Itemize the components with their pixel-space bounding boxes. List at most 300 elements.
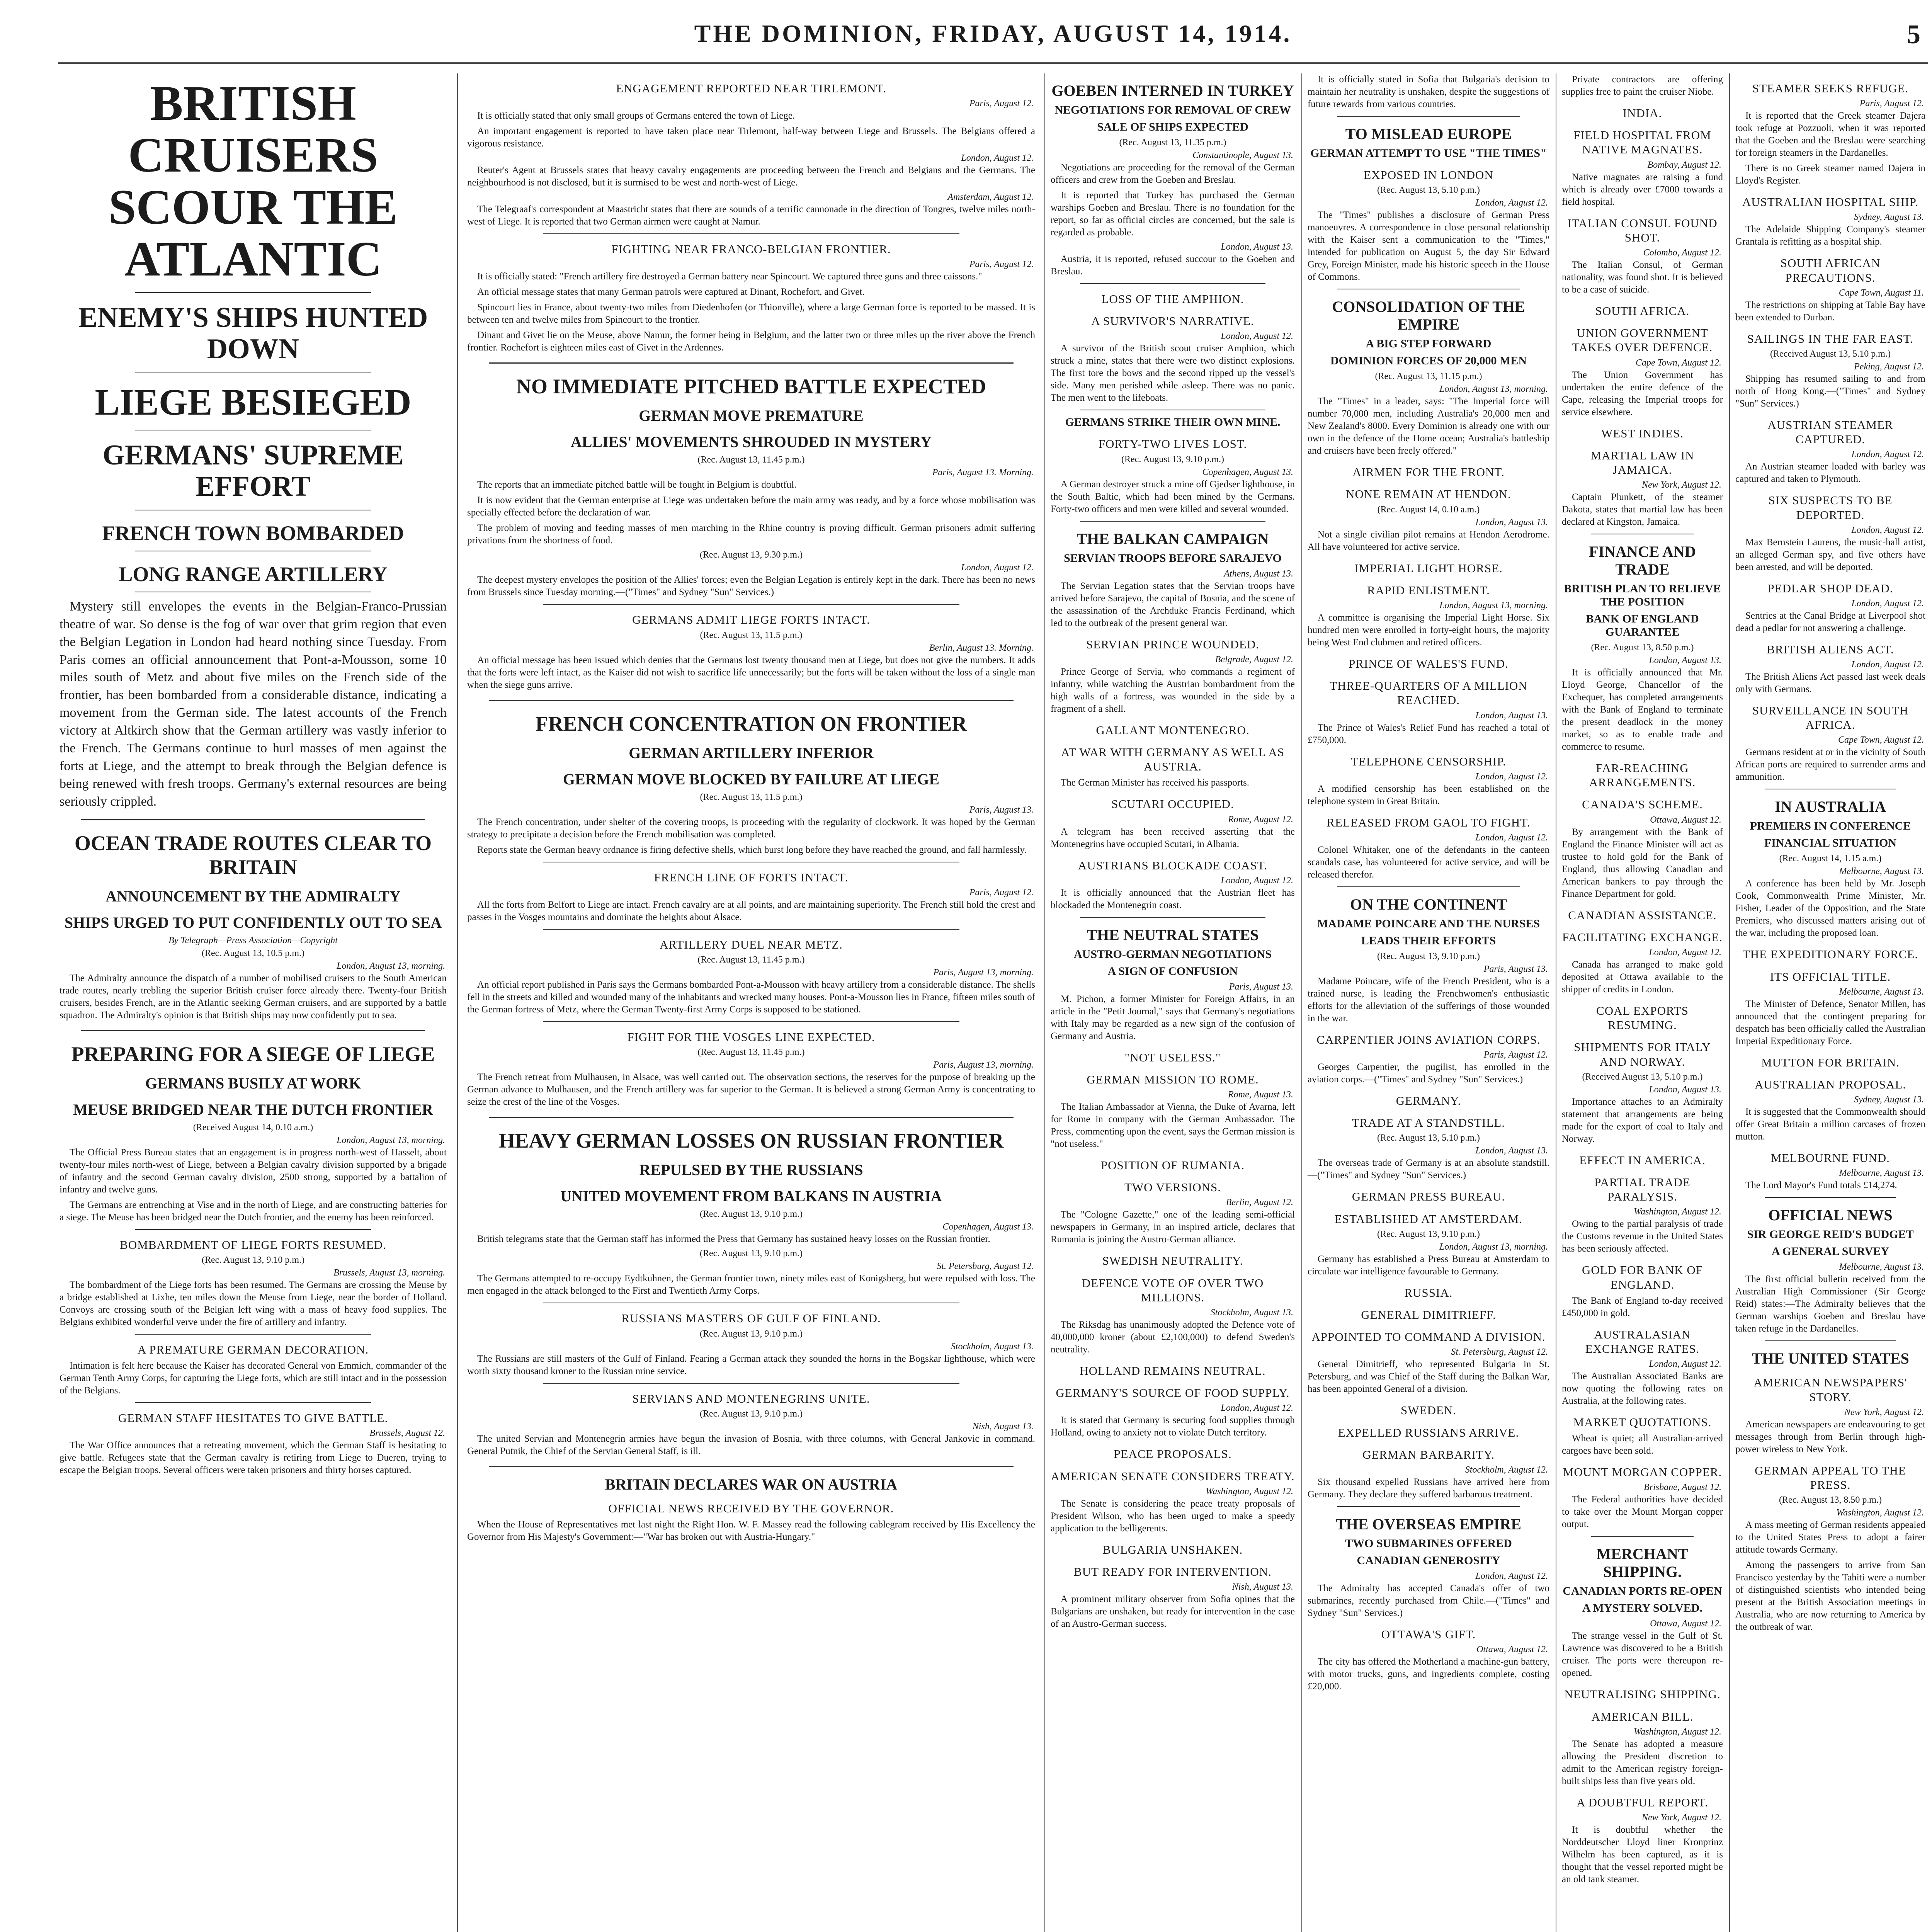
article-paragraph: Six thousand expelled Russians have arrived here from Germany. They declare they suffered barbarous treatment. bbox=[1308, 1476, 1549, 1500]
article-paragraph: The Federal authorities have decided to take over the Mount Morgan copper output. bbox=[1562, 1494, 1723, 1530]
article-paragraph: There is no Greek steamer named Dajera in Lloyd's Register. bbox=[1735, 163, 1925, 186]
dateline: London, August 12. bbox=[1851, 598, 1924, 609]
article-heading: BRITISH ALIENS ACT. bbox=[1767, 642, 1894, 656]
column-rule bbox=[1729, 73, 1730, 1932]
column-rule bbox=[457, 73, 458, 1932]
article-subheadline: FINANCIAL SITUATION bbox=[1764, 837, 1896, 850]
article-headline: CONSOLIDATION OF THE EMPIRE bbox=[1332, 298, 1525, 333]
article-paragraph: Negotiations are proceeding for the removal of the German officers and crew from the Goeben and Breslau. bbox=[1051, 162, 1295, 185]
article-paragraph: All the forts from Belfort to Liege are intact. French cavalry are at all points, and are maintaining superiority. The French still hold the crest and passes in the Vosges mountains and dominate the heights about Alsace. bbox=[467, 899, 1035, 922]
article-headline: THE NEUTRAL STATES bbox=[1087, 926, 1259, 944]
received-time: (Rec. August 13, 9.30 p.m.) bbox=[700, 550, 803, 560]
article-paragraph: Canada has arranged to make gold deposited at Ottawa available to the shipper of credits in London. bbox=[1562, 959, 1723, 995]
dateline: Sydney, August 13. bbox=[1854, 212, 1924, 223]
article-subheading: TWO VERSIONS. bbox=[1124, 1180, 1221, 1194]
article-paragraph: The reports that an immediate pitched battle will be fought in Belgium is doubtful. bbox=[477, 480, 797, 490]
dateline: Paris, August 13. bbox=[1483, 964, 1548, 974]
article-paragraph: The Servian Legation states that the Servian troops have arrived before Sarajevo, the capital of Bosnia, and the scene of the assassination of the Archduke Francis Ferdinand, which led to the outbreak of the present general war. bbox=[1051, 580, 1295, 628]
article-paragraph: A modified censorship has been established on the telephone system in Great Britain. bbox=[1308, 783, 1549, 806]
dateline: Stockholm, August 13. bbox=[951, 1341, 1034, 1352]
dateline: New York, August 12. bbox=[1641, 1813, 1721, 1823]
article-paragraph: The German Minister has received his passports. bbox=[1061, 777, 1250, 788]
dateline: St. Petersburg, August 12. bbox=[1451, 1347, 1548, 1357]
received-time: (Rec. August 13, 11.15 p.m.) bbox=[1375, 371, 1482, 382]
article-heading: MARKET QUOTATIONS. bbox=[1573, 1415, 1712, 1429]
article-subheading: GERMAN MISSION TO ROME. bbox=[1087, 1072, 1259, 1086]
article-subheading: AMERICAN SENATE CONSIDERS TREATY. bbox=[1051, 1469, 1295, 1483]
article-paragraph: A survivor of the British scout cruiser Amphion, which struck a mine, states that there were two distinct explosions. The first tore the bows and the second ripped up the vessel's side. Many men perished while asleep. There was no panic. The men went to the lifeboats. bbox=[1051, 343, 1295, 403]
dateline: Rome, August 12. bbox=[1228, 814, 1293, 825]
article-subheading: ESTABLISHED AT AMSTERDAM. bbox=[1334, 1212, 1523, 1226]
article-heading: GOLD FOR BANK OF ENGLAND. bbox=[1582, 1263, 1703, 1291]
received-time: (Received August 14, 0.10 a.m.) bbox=[193, 1122, 313, 1133]
article-paragraph: Owing to the partial paralysis of trade the Customs revenue in the United States has been seriously affected. bbox=[1562, 1219, 1723, 1254]
separator bbox=[135, 1229, 371, 1230]
dateline: London, August 13. bbox=[1221, 242, 1293, 252]
article-heading: GERMAN STAFF HESITATES TO GIVE BATTLE. bbox=[118, 1411, 388, 1425]
article-headline: MERCHANT SHIPPING. bbox=[1596, 1545, 1689, 1581]
article-paragraph: The Lord Mayor's Fund totals £14,274. bbox=[1745, 1180, 1897, 1191]
article-heading: GERMANY. bbox=[1396, 1094, 1461, 1108]
received-time: (Rec. August 13, 9.10 p.m.) bbox=[700, 1408, 803, 1419]
article-paragraph: A conference has been held by Mr. Joseph Cook, Commonwealth Prime Minister, Mr. Fisher, Leader of the Opposition, and the State Premiers, who discussed matters arising out of the war, including the proposed loan. bbox=[1735, 878, 1925, 939]
dateline: Paris, August 13, morning. bbox=[933, 1060, 1034, 1070]
article-heading: FIGHT FOR THE VOSGES LINE EXPECTED. bbox=[627, 1030, 875, 1044]
received-time: (Rec. August 13, 9.10 p.m.) bbox=[1377, 951, 1480, 961]
article-heading: RUSSIANS MASTERS OF GULF OF FINLAND. bbox=[621, 1311, 881, 1325]
received-time: (Rec. August 13, 5.10 p.m.) bbox=[1377, 1133, 1480, 1143]
dateline: St. Petersburg, August 12. bbox=[937, 1261, 1034, 1272]
article-paragraph: Among the passengers to arrive from San Francisco yesterday by the Tahiti were a number of distinguished scientists who intended being present at the British Association meetings in Australia, who are now returning to America by the outbreak of war. bbox=[1735, 1560, 1925, 1633]
article-paragraph: The Russians are still masters of the Gulf of Finland. Fearing a German attack they sounded the horns in the Bogskar lighthouse, which were worth sixty thousand kroner to the Russian mine service. bbox=[467, 1353, 1035, 1376]
article-headline: PREPARING FOR A SIEGE OF LIEGE bbox=[71, 1042, 435, 1066]
column-rule bbox=[1044, 73, 1045, 1932]
article-subheading: AUSTRALIAN PROPOSAL. bbox=[1754, 1078, 1906, 1091]
dateline: New York, August 12. bbox=[1641, 480, 1721, 490]
dateline: Stockholm, August 13. bbox=[1210, 1308, 1293, 1318]
separator bbox=[135, 1334, 371, 1335]
dateline: Rome, August 13. bbox=[1228, 1090, 1293, 1100]
article-paragraph: A committee is organising the Imperial Light Horse. Six hundred men were enrolled in forty-eight hours, the majority being West End clubmen and retired officers. bbox=[1308, 612, 1549, 648]
article-subheading: GERMANY'S SOURCE OF FOOD SUPPLY. bbox=[1056, 1386, 1290, 1400]
dateline: Peking, August 12. bbox=[1854, 361, 1924, 372]
article-subheading: APPOINTED TO COMMAND A DIVISION. bbox=[1311, 1330, 1546, 1344]
article-paragraph: Captain Plunkett, of the steamer Dakota, states that martial law has been declared at Kingston, Jamaica. bbox=[1562, 492, 1723, 527]
article-paragraph: The Prince of Wales's Relief Fund has reached a total of £750,000. bbox=[1308, 722, 1549, 745]
dateline: Berlin, August 13. Morning. bbox=[929, 643, 1034, 653]
article-subheading: ITS OFFICIAL TITLE. bbox=[1770, 969, 1891, 983]
article-heading: ARTILLERY DUEL NEAR METZ. bbox=[660, 937, 843, 951]
article-subheadline: LEADS THEIR EFFORTS bbox=[1361, 934, 1496, 947]
article-subheading: FIELD HOSPITAL FROM NATIVE MAGNATES. bbox=[1573, 128, 1711, 156]
article-heading: POSITION OF RUMANIA. bbox=[1100, 1158, 1245, 1172]
separator bbox=[1337, 1506, 1520, 1507]
dateline: Copenhagen, August 13. bbox=[1202, 467, 1293, 477]
separator bbox=[1080, 283, 1265, 284]
separator bbox=[543, 1383, 959, 1384]
article-paragraph: The bombardment of the Liege forts has been resumed. The Germans are crossing the Meuse by a bridge established at Lixhe, ten miles down the Meuse from Liege, near the border of Holland. Convoys are crossing south of the Belgian left wing with a mass of heavy food supplies. The Belgians exhibited wonderful verve under the fire of artillery and infantry. bbox=[60, 1280, 447, 1328]
dateline: London, August 12. bbox=[1475, 1571, 1548, 1581]
article-heading: LOSS OF THE AMPHION. bbox=[1101, 292, 1244, 306]
article-paragraph: It is officially announced that the Austrian fleet has blockaded the Montenegrin coast. bbox=[1051, 887, 1295, 910]
received-time: (Rec. August 13, 11.5 p.m.) bbox=[700, 792, 803, 802]
article-paragraph: Native magnates are raising a fund which is already over £7000 towards a field hospital. bbox=[1562, 172, 1723, 207]
separator bbox=[543, 233, 959, 234]
article-heading: EFFECT IN AMERICA. bbox=[1579, 1153, 1706, 1167]
article-heading: AUSTRALIAN HOSPITAL SHIP. bbox=[1742, 195, 1919, 209]
article-heading: SERVIAN PRINCE WOUNDED. bbox=[1086, 637, 1259, 651]
dateline: Paris, August 12. bbox=[969, 887, 1034, 898]
article-heading: MOUNT MORGAN COPPER. bbox=[1563, 1465, 1722, 1479]
separator bbox=[489, 1117, 1014, 1118]
article-subheadline: GERMAN ATTEMPT TO USE "THE TIMES" bbox=[1310, 147, 1547, 160]
dateline: New York, August 12. bbox=[1844, 1407, 1924, 1417]
article-paragraph: An Austrian steamer loaded with barley was captured and taken to Plymouth. bbox=[1735, 461, 1925, 485]
dateline: London, August 12. bbox=[1221, 1403, 1293, 1413]
article-heading: AUSTRIAN STEAMER CAPTURED. bbox=[1767, 418, 1893, 446]
article-paragraph: The Italian Consul, of German nationality, was found shot. It is believed to be a case of suicide. bbox=[1562, 259, 1723, 295]
dateline: Sydney, August 13. bbox=[1854, 1095, 1924, 1105]
article-heading: AUSTRIANS BLOCKADE COAST. bbox=[1078, 858, 1268, 872]
dateline: Stockholm, August 12. bbox=[1465, 1464, 1548, 1475]
article-paragraph: It is stated that Germany is securing food supplies through Holland, owing to anxiety not to violate Dutch territory. bbox=[1051, 1415, 1295, 1438]
article-heading: A PREMATURE GERMAN DECORATION. bbox=[137, 1343, 369, 1357]
article-paragraph: The Italian Ambassador at Vienna, the Duke of Avarna, left for Rome in company with the German Ambassador. The Press, commenting upon the event, says the German mission is "not useless." bbox=[1051, 1102, 1295, 1150]
article-subheadline: UNITED MOVEMENT FROM BALKANS IN AUSTRIA bbox=[560, 1187, 942, 1205]
article-subheading: AMERICAN NEWSPAPERS' STORY. bbox=[1753, 1376, 1907, 1404]
article-paragraph: It is officially announced that Mr. Lloyd George, Chancellor of the Exchequer, has completed arrangements with the Bank of England to terminate the present deadlock in the money market, so as to enable trade and commerce to resume. bbox=[1562, 667, 1723, 752]
article-headline: OCEAN TRADE ROUTES CLEAR TO BRITAIN bbox=[74, 831, 432, 879]
dateline: London, August 12. bbox=[1475, 832, 1548, 843]
masthead bbox=[58, 15, 1928, 64]
article-subheadline: CANADIAN GENEROSITY bbox=[1357, 1554, 1500, 1567]
article-subheading: UNION GOVERNMENT TAKES OVER DEFENCE. bbox=[1572, 326, 1713, 354]
dateline: Melbourne, August 13. bbox=[1839, 986, 1924, 997]
dateline: London, August 12. bbox=[1475, 771, 1548, 782]
article-paragraph: Importance attaches to an Admiralty statement that arrangements are being made for the export of coal to Italy and Norway. bbox=[1562, 1096, 1723, 1144]
dateline: London, August 13, morning. bbox=[1439, 384, 1548, 395]
article-heading: AUSTRALASIAN EXCHANGE RATES. bbox=[1585, 1327, 1700, 1355]
article-heading: STEAMER SEEKS REFUGE. bbox=[1752, 82, 1909, 95]
article-subheadline: SHIPS URGED TO PUT CONFIDENTLY OUT TO SEA bbox=[64, 913, 442, 931]
article-subheading: RAPID ENLISTMENT. bbox=[1367, 583, 1490, 597]
masthead-title: THE DOMINION, FRIDAY, AUGUST 14, 1914. bbox=[694, 20, 1292, 47]
received-time: (Received August 13, 5.10 p.m.) bbox=[1770, 349, 1891, 359]
article-subheadline: GERMAN MOVE BLOCKED BY FAILURE AT LIEGE bbox=[563, 770, 940, 788]
article-paragraph: An important engagement is reported to have taken place near Tirlemont, half-way between Liege and Brussels. The Belgians offered a vigorous resistance. bbox=[467, 126, 1035, 149]
column-5 bbox=[1560, 73, 1725, 1932]
article-heading: SAILINGS IN THE FAR EAST. bbox=[1747, 332, 1914, 345]
article-paragraph: The Admiralty announce the dispatch of a number of mobilised cruisers to the South American trade routes, nearly trebling the superior British cruiser force already there. Twenty-four British cruisers, besides French, are in the Atlantic seeking German cruisers, and are supported by a battle squadron. The Admiralty's opinion is that British ships may now confidently put to sea. bbox=[60, 973, 447, 1020]
dateline: Nish, August 13. bbox=[1232, 1582, 1293, 1592]
article-subheading: FACILITATING EXCHANGE. bbox=[1562, 930, 1723, 944]
article-subheadline: NEGOTIATIONS FOR REMOVAL OF CREW bbox=[1054, 104, 1291, 116]
article-paragraph: Private contractors are offering supplies free to paint the cruiser Niobe. bbox=[1562, 74, 1723, 97]
dateline: Paris, August 13. Morning. bbox=[932, 468, 1034, 478]
article-subheadline: GERMANS BUSILY AT WORK bbox=[145, 1074, 361, 1092]
article-paragraph: The French concentration, under shelter of the covering troops, is proceeding with the regularity of clockwork. It was hoped by the German strategy to precipitate a decision before the French mobilisation was completed. bbox=[467, 816, 1035, 840]
article-heading: OTTAWA'S GIFT. bbox=[1381, 1627, 1476, 1641]
separator bbox=[543, 1021, 959, 1022]
received-time: (Rec. August 13, 9.10 p.m.) bbox=[700, 1328, 803, 1339]
article-heading: SOUTH AFRICA. bbox=[1595, 304, 1690, 318]
separator bbox=[489, 1466, 1014, 1467]
dateline: Cape Town, August 12. bbox=[1838, 735, 1924, 745]
article-heading: INDIA. bbox=[1622, 106, 1662, 120]
article-subheading: MARTIAL LAW IN JAMAICA. bbox=[1590, 448, 1694, 476]
received-time: (Rec. August 13, 8.50 p.m.) bbox=[1591, 643, 1694, 653]
received-time: (Rec. August 13, 9.10 p.m.) bbox=[700, 1248, 803, 1259]
dateline: Melbourne, August 13. bbox=[1839, 1262, 1924, 1272]
article-paragraph: The Senate has adopted a measure allowing the President discretion to admit to the American registry foreign-built ships less than five years old. bbox=[1562, 1738, 1723, 1786]
article-subheadline: A SIGN OF CONFUSION bbox=[1107, 964, 1238, 978]
article-paragraph: The "Cologne Gazette," one of the leading semi-official newspapers in Germany, in an inspired article, declares that Rumania is joining the Austro-German alliance. bbox=[1051, 1209, 1295, 1245]
column-2 bbox=[466, 73, 1037, 1932]
article-paragraph: It is officially stated that only small groups of Germans entered the town of Liege. bbox=[477, 111, 795, 121]
dateline: Paris, August 13. bbox=[1229, 981, 1293, 992]
subheadline: LIEGE BESIEGED bbox=[95, 381, 412, 423]
article-paragraph: The Adelaide Shipping Company's steamer Grantala is refitting as a hospital ship. bbox=[1735, 224, 1925, 247]
received-time: (Rec. August 13, 11.45 p.m.) bbox=[697, 455, 805, 465]
received-time: (Rec. August 13, 5.10 p.m.) bbox=[1377, 185, 1480, 196]
dateline: Amsterdam, August 12. bbox=[947, 192, 1034, 202]
dateline: Belgrade, August 12. bbox=[1215, 654, 1293, 665]
separator bbox=[543, 929, 959, 930]
article-paragraph: The "Times" publishes a disclosure of German Press manoeuvres. A correspondence in close personal relationship with the Kaiser sent a communication to the "Times," intended for publication on August 5, the day Sir Edward Grey, Foreign Minister, made his historic speech in the House of Commons. bbox=[1308, 210, 1549, 282]
dateline: Melbourne, August 13. bbox=[1839, 1168, 1924, 1179]
article-heading: PEDLAR SHOP DEAD. bbox=[1767, 581, 1893, 595]
article-heading: TELEPHONE CENSORSHIP. bbox=[1351, 754, 1506, 768]
article-paragraph: The Australian Associated Banks are now quoting the following rates on Australia, at the following rates. bbox=[1562, 1371, 1723, 1406]
article-paragraph: The first official bulletin received from the Australian High Commissioner (Sir George Reid) states:—The Admiralty believes that the German warships Goeben and Breslau have taken refuge in the Dardanelles. bbox=[1735, 1274, 1925, 1334]
article-paragraph: It is suggested that the Commonwealth should offer Great Britain a million carcases of frozen mutton. bbox=[1735, 1107, 1925, 1142]
article-paragraph: Prince George of Servia, who commands a regiment of infantry, while watching the Austrian bombardment from the high walls of a fortress, was wounded in the side by a fragment of a shell. bbox=[1051, 666, 1295, 714]
article-headline: NO IMMEDIATE PITCHED BATTLE EXPECTED bbox=[516, 375, 986, 398]
article-headline: OFFICIAL NEWS bbox=[1768, 1206, 1893, 1224]
dateline: London, August 13. bbox=[1649, 655, 1721, 666]
article-paragraph: A prominent military observer from Sofia opines that the Bulgarians are unshaken, but ready for intervention in the case of an Austro-German success. bbox=[1051, 1594, 1295, 1629]
article-heading: BULGARIA UNSHAKEN. bbox=[1102, 1543, 1243, 1556]
article-paragraph: An official message has been issued which denies that the Germans lost twenty thousand men at Liege, but does not give the numbers. It adds that the forts were left intact, as the Kaiser did not wish to sacrifice life unnecessarily; but the forts will be taken without the loss of a single man when the siege guns arrive. bbox=[467, 655, 1035, 690]
dateline: Paris, August 13. bbox=[969, 804, 1034, 815]
article-headline: TO MISLEAD EUROPE bbox=[1345, 125, 1512, 143]
dateline: Colombo, August 12. bbox=[1643, 247, 1721, 258]
main-headline: BRITISH CRUISERS SCOUR THE ATLANTIC bbox=[108, 76, 398, 287]
separator bbox=[1080, 521, 1265, 522]
article-heading: SERVIANS AND MONTENEGRINS UNITE. bbox=[632, 1391, 870, 1405]
article-paragraph: Intimation is felt here because the Kaiser has decorated General von Emmich, commander of the German Tenth Army Corps, for capturing the Liege forts, which are still intact and in the possession of the Belgians. bbox=[60, 1361, 447, 1396]
article-subheading: EXPOSED IN LONDON bbox=[1364, 168, 1493, 182]
dateline: Ottawa, August 12. bbox=[1476, 1645, 1548, 1655]
article-paragraph: It is officially stated in Sofia that Bulgaria's decision to maintain her neutrality is unshaken, despite the suggestions of future rewards from various countries. bbox=[1308, 74, 1549, 109]
article-subheading: NONE REMAIN AT HENDON. bbox=[1346, 487, 1511, 501]
article-subheadline: GERMAN MOVE PREMATURE bbox=[639, 407, 864, 425]
separator bbox=[81, 819, 425, 820]
article-subheadline: TWO SUBMARINES OFFERED bbox=[1345, 1537, 1512, 1550]
article-headline: HEAVY GERMAN LOSSES ON RUSSIAN FRONTIER bbox=[498, 1129, 1004, 1153]
article-paragraph: The British Aliens Act passed last week deals only with Germans. bbox=[1735, 672, 1925, 695]
article-headline: BRITAIN DECLARES WAR ON AUSTRIA bbox=[605, 1475, 898, 1493]
dateline: London, August 12. bbox=[1851, 449, 1924, 460]
article-paragraph: It is reported that Turkey has purchased the German warships Goeben and Breslau. There is no foundation for the report, so far as official circles are concerned, but the sale is regarded as probable. bbox=[1051, 190, 1295, 238]
column-6 bbox=[1734, 73, 1927, 1932]
lede-paragraph: Mystery still envelopes the events in the Belgian-Franco-Prussian theatre of war. So dense is the fog of war over that grim region that even the Belgian Legation in London had heard nothing since Tuesday. From Paris comes an official announcement that Pont-a-Mousson, some 10 miles south of Metz and about five miles on the French side of the frontier, has been bombarded from a considerable distance, indicating a movement from the German side. The latest accounts of the French victory at Altkirch show that the German artillery was vastly inferior to the French. The Germans continue to hurl masses of men against the forts at Liege, and the attempt to break through the Belgian defence is being renewed with fresh troops. Germany's external resources are being seriously crippled. bbox=[60, 599, 447, 809]
dateline: London, August 12. bbox=[961, 153, 1034, 163]
separator bbox=[81, 1030, 425, 1031]
article-paragraph: It is doubtful whether the Norddeutscher Lloyd liner Kronprinz Wilhelm has been captured, as it is thought that the vessel reported might be an old tank steamer. bbox=[1562, 1825, 1723, 1884]
dateline: Copenhagen, August 13. bbox=[942, 1222, 1034, 1232]
article-heading: GALLANT MONTENEGRO. bbox=[1096, 723, 1250, 737]
article-heading: SIX SUSPECTS TO BE DEPORTED. bbox=[1768, 493, 1893, 522]
article-heading: ITALIAN CONSUL FOUND SHOT. bbox=[1567, 216, 1718, 244]
article-heading: RUSSIA. bbox=[1404, 1286, 1453, 1299]
dateline: Athens, August 13. bbox=[1224, 568, 1293, 579]
dateline: Cape Town, August 12. bbox=[1635, 357, 1721, 368]
article-headline: FINANCE AND TRADE bbox=[1589, 543, 1696, 578]
article-heading: FRENCH LINE OF FORTS INTACT. bbox=[654, 870, 849, 884]
article-headline: THE UNITED STATES bbox=[1752, 1350, 1909, 1367]
article-subheading: EXPELLED RUSSIANS ARRIVE. bbox=[1338, 1425, 1519, 1439]
column-1 bbox=[58, 73, 448, 1932]
separator bbox=[1765, 1340, 1896, 1341]
subheadline: FRENCH TOWN BOMBARDED bbox=[102, 521, 404, 545]
dateline: London, August 13, morning. bbox=[337, 1135, 445, 1145]
article-paragraph: Madame Poincare, wife of the French President, who is a trained nurse, is leading the Frenchwomen's enthusiastic efforts for the alleviation of the sufferings of those wounded in the war. bbox=[1308, 976, 1549, 1024]
article-paragraph: The Germans are entrenching at Vise and in the north of Liege, and are constructing batteries for a siege. The Meuse has been bridged near the Dutch frontier, and the enemy has been reinforced. bbox=[60, 1199, 447, 1223]
article-paragraph: British telegrams state that the German staff has informed the Press that Germany has sustained heavy losses on the Russian frontier. bbox=[477, 1234, 990, 1245]
dateline: London, August 13. bbox=[1475, 1146, 1548, 1156]
dateline: London, August 13, morning. bbox=[1439, 600, 1548, 611]
dateline: London, August 12. bbox=[1649, 947, 1721, 957]
separator bbox=[135, 292, 371, 293]
dateline: London, August 12. bbox=[1221, 331, 1293, 342]
article-heading: ENGAGEMENT REPORTED NEAR TIRLEMONT. bbox=[616, 82, 886, 95]
article-subheadline: CANADIAN PORTS RE-OPEN bbox=[1563, 1585, 1722, 1598]
article-heading: MELBOURNE FUND. bbox=[1771, 1151, 1890, 1165]
article-heading: GERMANS STRIKE THEIR OWN MINE. bbox=[1065, 416, 1281, 429]
received-time: (Rec. August 13, 9.10 p.m.) bbox=[202, 1255, 304, 1265]
article-subheading: GENERAL DIMITRIEFF. bbox=[1361, 1308, 1496, 1321]
dateline: Melbourne, August 13. bbox=[1839, 866, 1924, 877]
article-paragraph: American newspapers are endeavouring to get messages through from Berlin through high-power wireless to New York. bbox=[1735, 1419, 1925, 1454]
article-subheadline: ANNOUNCEMENT BY THE ADMIRALTY bbox=[105, 887, 401, 905]
dateline: London, August 13, morning. bbox=[1439, 1242, 1548, 1252]
article-paragraph: A telegram has been received asserting that the Montenegrins have occupied Scutari, in Albania. bbox=[1051, 826, 1295, 849]
article-subheadline: PREMIERS IN CONFERENCE bbox=[1750, 820, 1911, 833]
separator bbox=[1337, 116, 1520, 117]
article-paragraph: Austria, it is reported, refused succour to the Goeben and Breslau. bbox=[1051, 254, 1295, 277]
article-heading: THE EXPEDITIONARY FORCE. bbox=[1742, 947, 1918, 961]
received-time: (Rec. August 13, 9.10 p.m.) bbox=[700, 1209, 803, 1219]
article-paragraph: An official message states that many German patrols were captured at Dinant, Rochefort, and Givet. bbox=[477, 287, 865, 298]
article-headline: GOEBEN INTERNED IN TURKEY bbox=[1051, 82, 1294, 99]
article-paragraph: Shipping has resumed sailing to and from north of Hong Kong.—("Times" and Sydney "Sun" Services.) bbox=[1735, 373, 1925, 409]
article-paragraph: A German destroyer struck a mine off Gjedser lighthouse, in the South Baltic, which had been mined by the Germans. Forty-two officers and men were killed and several wounded. bbox=[1051, 479, 1295, 514]
article-heading: FAR-REACHING ARRANGEMENTS. bbox=[1589, 761, 1696, 789]
article-heading: CANADIAN ASSISTANCE. bbox=[1568, 908, 1717, 922]
dateline: Berlin, August 12. bbox=[1226, 1197, 1293, 1208]
article-paragraph: The Germans attempted to re-occupy Eydtkuhnen, the German frontier town, ninety miles east of Konigsberg, but were repulsed with loss. The men engaged in the attack belonged to the First and Twentieth Army Corps. bbox=[467, 1273, 1035, 1296]
article-subheadline: AUSTRO-GERMAN NEGOTIATIONS bbox=[1073, 947, 1272, 961]
article-subheadline: OFFICIAL NEWS RECEIVED BY THE GOVERNOR. bbox=[608, 1501, 894, 1515]
article-paragraph: Sentries at the Canal Bridge at Liverpool shot dead a pedlar for not answering a challenge. bbox=[1735, 610, 1925, 633]
separator bbox=[489, 362, 1014, 364]
article-heading: IMPERIAL LIGHT HORSE. bbox=[1354, 561, 1503, 575]
received-time: (Rec. August 13, 8.50 p.m.) bbox=[1779, 1495, 1882, 1505]
separator bbox=[135, 1402, 371, 1403]
article-paragraph: The city has offered the Motherland a machine-gun battery, with motor trucks, guns, and ingredients complete, costing £20,000. bbox=[1308, 1656, 1549, 1692]
dateline: Paris, August 13, morning. bbox=[933, 968, 1034, 978]
article-heading: BOMBARDMENT OF LIEGE FORTS RESUMED. bbox=[120, 1238, 386, 1252]
article-subheadline: BRITISH PLAN TO RELIEVE THE POSITION bbox=[1564, 582, 1721, 609]
article-paragraph: The "Times" in a leader, says: "The Imperial force will number 70,000 men, including Australia's 20,000 men and New Zealand's 8000. Every Dominion is already one with our own in the defence of the Home ocean; Australia's battleship and cruisers have been freely offered." bbox=[1308, 396, 1549, 456]
article-paragraph: Max Bernstein Laurens, the music-hall artist, an alleged German spy, and five others have been arrested, and will be deported. bbox=[1735, 537, 1925, 572]
article-subheadline: MEUSE BRIDGED NEAR THE DUTCH FRONTIER bbox=[73, 1100, 433, 1118]
dateline: Ottawa, August 12. bbox=[1650, 815, 1721, 825]
article-subheadline: A MYSTERY SOLVED. bbox=[1582, 1602, 1702, 1615]
article-subheadline: BANK OF ENGLAND GUARANTEE bbox=[1586, 612, 1699, 639]
article-paragraph: It is officially stated: "French artillery fire destroyed a German battery near Spincourt. We captured three guns and three caissons." bbox=[477, 271, 982, 282]
byline: By Telegraph—Press Association—Copyright bbox=[168, 935, 338, 946]
article-paragraph: The Minister of Defence, Senator Millen, has announced that the contingent preparing for despatch has been officially called the Australian Imperial Expeditionary Force. bbox=[1735, 998, 1925, 1046]
separator bbox=[1080, 917, 1265, 918]
dateline: Ottawa, August 12. bbox=[1650, 1619, 1721, 1629]
article-paragraph: The Telegraaf's correspondent at Maastricht states that there are sounds of a terrific cannonade in the direction of Tongres, twelve miles north-west of Liege. It is reported that two German airmen were caught at Namur. bbox=[467, 204, 1035, 227]
article-paragraph: M. Pichon, a former Minister for Foreign Affairs, in an article in the "Petit Journal," says that Germany's negotiations with Italy may be regarded as a new sign of the confusion of Germany and Austria. bbox=[1051, 993, 1295, 1041]
article-subheadline: DOMINION FORCES OF 20,000 MEN bbox=[1330, 354, 1527, 367]
article-paragraph: Wheat is quiet; all Australian-arrived cargoes have been sold. bbox=[1562, 1433, 1723, 1456]
received-time: (Rec. August 14, 0.10 a.m.) bbox=[1377, 504, 1480, 515]
article-heading: GERMAN PRESS BUREAU. bbox=[1352, 1190, 1505, 1204]
article-paragraph: Reuter's Agent at Brussels states that heavy cavalry engagements are proceeding between the French and Belgians and the Germans. The neighbourhood is not disclosed, but it is surmised to be west and north-west of Liege. bbox=[467, 165, 1035, 188]
article-heading: SURVEILLANCE IN SOUTH AFRICA. bbox=[1752, 704, 1909, 732]
article-subheadline: SIR GEORGE REID'S BUDGET bbox=[1747, 1228, 1914, 1241]
article-heading: COAL EXPORTS RESUMING. bbox=[1596, 1004, 1689, 1032]
article-paragraph: Colonel Whitaker, one of the defendants in the canteen scandals case, has volunteered for active service, and will be released therefor. bbox=[1308, 844, 1549, 880]
article-paragraph: When the House of Representatives met last night the Right Hon. W. F. Massey read the following cablegram received by His Excellency the Governor from His Majesty's Government:—"War has broken out with Austria-Hungary." bbox=[467, 1519, 1035, 1542]
dateline: Nish, August 13. bbox=[972, 1421, 1034, 1432]
dateline: London, August 12. bbox=[1221, 875, 1293, 886]
article-heading: MUTTON FOR BRITAIN. bbox=[1761, 1055, 1900, 1069]
article-subheading: FORTY-TWO LIVES LOST. bbox=[1098, 437, 1247, 451]
received-time: (Rec. August 14, 1.15 a.m.) bbox=[1779, 854, 1882, 864]
dateline: Brussels, August 12. bbox=[369, 1428, 445, 1439]
article-heading: SOUTH AFRICAN PRECAUTIONS. bbox=[1780, 256, 1881, 284]
column-4 bbox=[1306, 73, 1551, 1932]
article-heading: WEST INDIES. bbox=[1601, 426, 1684, 440]
dateline: London, August 12. bbox=[1475, 198, 1548, 208]
received-time: (Rec. August 13, 10.5 p.m.) bbox=[202, 948, 304, 958]
separator bbox=[489, 700, 1014, 701]
dateline: London, August 13, morning. bbox=[337, 961, 445, 971]
article-paragraph: The Bank of England to-day received £450,000 in gold. bbox=[1562, 1295, 1723, 1318]
dateline: Paris, August 12. bbox=[969, 259, 1034, 270]
dateline: London, August 12. bbox=[1649, 1359, 1721, 1369]
article-heading: SCUTARI OCCUPIED. bbox=[1111, 797, 1234, 811]
subheadline: LONG RANGE ARTILLERY bbox=[119, 562, 388, 586]
dateline: London, August 12. bbox=[961, 563, 1034, 573]
dateline: Paris, August 12. bbox=[969, 99, 1034, 109]
article-paragraph: The strange vessel in the Gulf of St. Lawrence was discovered to be a British cruiser. The ports were thereupon re-opened. bbox=[1562, 1631, 1723, 1679]
dateline: Washington, August 12. bbox=[1206, 1486, 1293, 1497]
dateline: Paris, August 12. bbox=[1859, 99, 1924, 109]
article-paragraph: The deepest mystery envelopes the position of the Allies' forces; even the Belgian Legation is entirely kept in the dark. There has been no news from Brussels since Tuesday morning.—("Times" and Sydney "Sun" Services.) bbox=[467, 575, 1035, 598]
article-heading: NEUTRALISING SHIPPING. bbox=[1564, 1687, 1721, 1701]
article-subheading: DEFENCE VOTE OF OVER TWO MILLIONS. bbox=[1082, 1276, 1264, 1304]
article-headline: FRENCH CONCENTRATION ON FRONTIER bbox=[535, 712, 967, 735]
article-subheadline: ALLIES' MOVEMENTS SHROUDED IN MYSTERY bbox=[570, 433, 932, 451]
dateline: Brisbane, August 12. bbox=[1644, 1482, 1721, 1493]
